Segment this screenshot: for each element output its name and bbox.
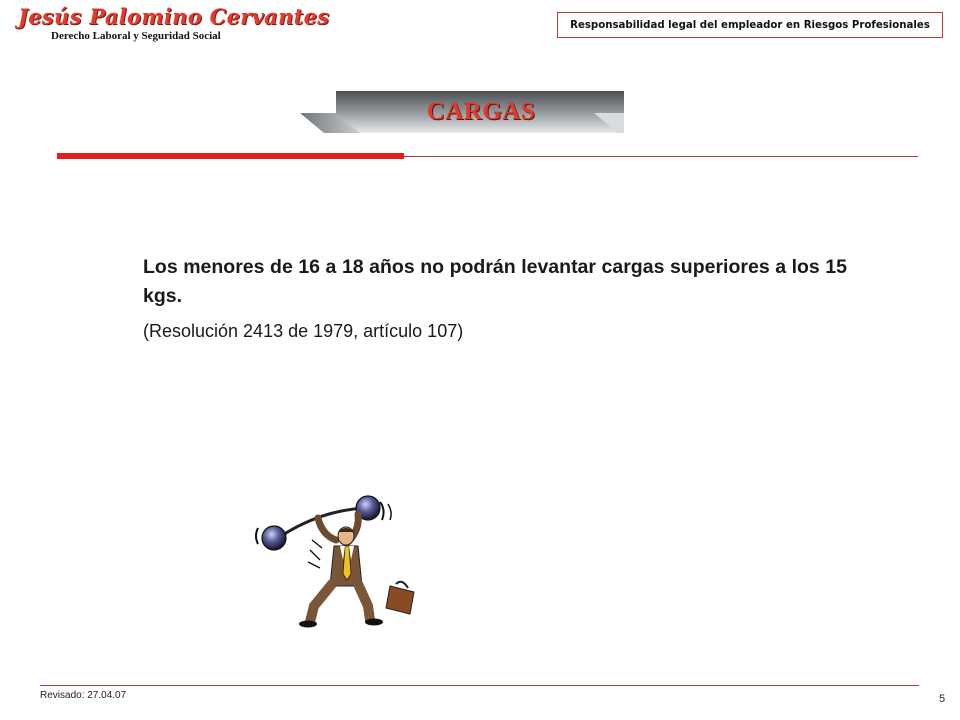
citation: (Resolución 2413 de 1979, artículo 107): [143, 321, 464, 341]
man-lifting-barbell-clipart: [250, 490, 420, 630]
topic-box: [557, 12, 943, 38]
body-text: Los menores de 16 a 18 años no podrán levantar cargas superiores a los 15 kgs.: [143, 256, 847, 307]
footer-rule: [40, 685, 919, 686]
title-rule-thin: [404, 156, 918, 157]
topic-label: Responsabilidad legal del empleador en Riesgos Profesionales: [570, 19, 930, 31]
brand-name: Jesús Palomino Cervantes: [18, 4, 330, 29]
brand-subtitle: Derecho Laboral y Seguridad Social: [51, 30, 221, 42]
slide-title: CARGAS: [426, 98, 536, 125]
title-rule-thick: [57, 153, 404, 159]
revised-date: Revisado: 27.04.07: [40, 690, 127, 701]
page-number: 5: [939, 693, 946, 705]
